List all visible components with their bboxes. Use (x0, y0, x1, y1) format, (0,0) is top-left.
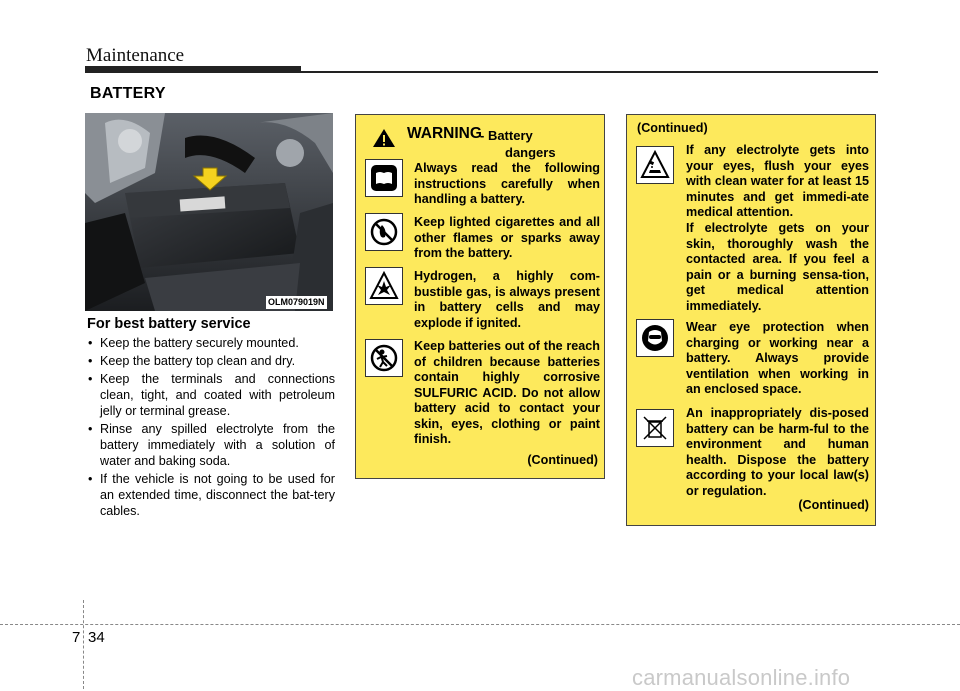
warning-subtitle: - Battery (480, 128, 533, 143)
warning-box-continued (626, 114, 876, 526)
chapter-number: 7 (72, 629, 81, 646)
warning-text: If electrolyte gets on your skin, thoroughly wash the contacted area. If you feel a pain or a burning sensa-tion, get medical attention immediately. (686, 221, 869, 313)
continued-heading: (Continued) (637, 121, 708, 135)
explosion-icon (365, 267, 403, 305)
list-item: • Keep the battery securely mounted. (88, 336, 299, 350)
list-item: • Keep the battery top clean and dry. (88, 354, 296, 368)
warning-label: WARNING (407, 125, 482, 142)
warning-text: Always read the following instructions carefully when handling a battery. (414, 161, 600, 206)
warning-box (355, 114, 605, 479)
list-item: • Keep the terminals and connections clean, tight, and coated with petroleum jelly or terminal grease. (88, 372, 335, 418)
manual-book-icon (365, 159, 403, 197)
watermark: carmanualsonline.info (632, 665, 851, 690)
header-bar (85, 66, 301, 73)
keep-away-children-icon (365, 339, 403, 377)
warning-text: Keep lighted cigarettes and all other flames or sparks away from the battery. (414, 215, 600, 260)
corrosive-icon (636, 146, 674, 184)
page-number: 34 (88, 629, 105, 646)
warning-text: Wear eye protection when charging or working near a battery. Always provide ventilation when working in an enclosed space. (686, 320, 869, 396)
list-item: • If the vehicle is not going to be used for an extended time, disconnect the bat-tery cables. (88, 472, 335, 518)
footer-divider (83, 600, 84, 689)
crossed-bin-icon (636, 409, 674, 447)
eye-protection-icon (636, 319, 674, 357)
photo-caption: OLM079019N (268, 297, 325, 307)
warning-text: Keep batteries out of the reach of children because batteries contain highly corrosive SULFURIC ACID. Do not allow battery acid to contact your skin, eyes, clothing or paint finish. (414, 339, 600, 446)
warning-triangle-icon (372, 128, 396, 148)
no-flame-icon (365, 213, 403, 251)
battery-photo (85, 113, 333, 311)
continued-label: (Continued) (527, 453, 598, 467)
tips-list (87, 335, 335, 521)
warning-subtitle-2: dangers (505, 145, 556, 160)
section-title: BATTERY (90, 85, 166, 102)
header-rule (301, 71, 878, 73)
continued-label: (Continued) (798, 498, 869, 512)
tips-title: For best battery service (87, 316, 251, 332)
warning-text: Hydrogen, a highly com-bustible gas, is always present in battery cells and may explode if ignited. (414, 269, 600, 330)
warning-text: An inappropriately dis-posed battery can be harm-ful to the environment and human health. Dispose the battery according to your local law(s) or regulation. (686, 406, 869, 498)
warning-text: If any electrolyte gets into your eyes, flush your eyes with clean water for at least 15 minutes and get immedi-ate medical attention. (686, 143, 869, 219)
list-item: • Rinse any spilled electrolyte from the battery immediately with a solution of water and baking soda. (88, 422, 335, 468)
footer-rule (0, 624, 960, 625)
page-header-title: Maintenance (86, 45, 185, 66)
